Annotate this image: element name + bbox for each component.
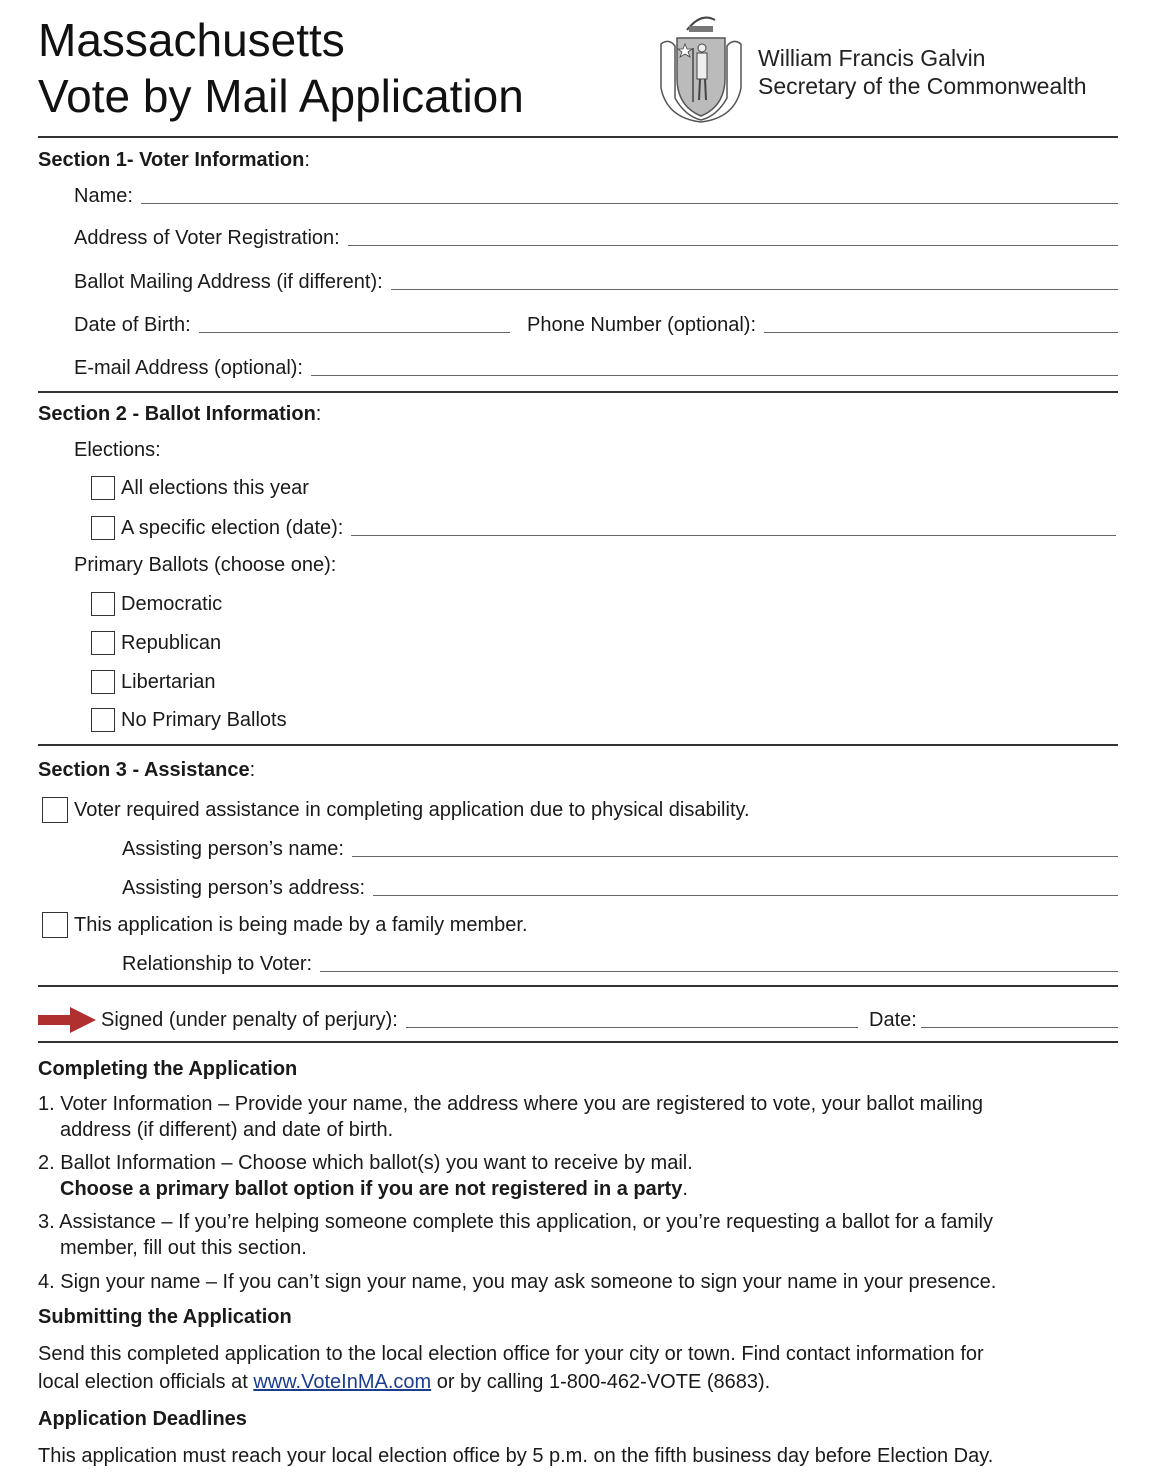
signature-date-label: Date: xyxy=(869,1009,917,1031)
no-primary-checkbox[interactable] xyxy=(91,708,115,732)
democratic-checkbox[interactable] xyxy=(91,592,115,616)
specific-election-date-line[interactable] xyxy=(351,535,1116,536)
deadline-text: This application must reach your local election office by 5 p.m. on the fifth business day before Election Day. xyxy=(38,1445,994,1467)
email-input-line[interactable] xyxy=(311,375,1118,376)
name-field[interactable] xyxy=(74,184,1118,208)
mailing-address-field[interactable] xyxy=(74,270,1118,294)
libertarian-option[interactable] xyxy=(91,670,1118,694)
relationship-label: Relationship to Voter: xyxy=(122,953,313,975)
instruction-3-cont: member, fill out this section. xyxy=(60,1237,307,1259)
signature-field[interactable] xyxy=(101,1008,858,1032)
republican-label: Republican xyxy=(121,632,222,654)
instruction-3: 3. Assistance – If you’re helping someone complete this application, or you’re requesting a ballot for a family xyxy=(38,1211,993,1233)
name-label: Name: xyxy=(74,185,133,207)
no-primary-label: No Primary Ballots xyxy=(121,709,287,731)
divider xyxy=(38,136,1118,138)
no-primary-option[interactable] xyxy=(91,708,1118,732)
form-title-line2: Vote by Mail Application xyxy=(38,70,524,122)
specific-election-option[interactable] xyxy=(91,516,1116,540)
libertarian-checkbox[interactable] xyxy=(91,670,115,694)
disability-assistance-checkbox[interactable] xyxy=(42,797,68,823)
democratic-option[interactable] xyxy=(91,592,1118,616)
assisting-name-label: Assisting person’s name: xyxy=(122,838,344,860)
democratic-label: Democratic xyxy=(121,593,223,615)
submitting-heading: Submitting the Application xyxy=(38,1306,292,1328)
assisting-name-field[interactable] xyxy=(122,837,1118,861)
section1-heading: Section 1- Voter Information: xyxy=(38,149,310,171)
divider xyxy=(38,391,1118,393)
assisting-address-label: Assisting person’s address: xyxy=(122,877,366,899)
relationship-field[interactable] xyxy=(122,952,1118,976)
signature-date-field[interactable] xyxy=(869,1008,1118,1032)
submitting-text-cont: local election officials at www.VoteInMA.com or by calling 1-800-462-VOTE (8683). xyxy=(38,1371,771,1393)
instruction-2: 2. Ballot Information – Choose which ballot(s) you want to receive by mail. xyxy=(38,1152,693,1174)
instruction-1-cont: address (if different) and date of birth. xyxy=(60,1119,394,1141)
registration-address-input-line[interactable] xyxy=(348,245,1118,246)
deadlines-heading: Application Deadlines xyxy=(38,1408,247,1430)
libertarian-label: Libertarian xyxy=(121,671,216,693)
family-member-checkbox[interactable] xyxy=(42,912,68,938)
primary-ballots-label: Primary Ballots (choose one): xyxy=(74,554,337,576)
signature-label: Signed (under penalty of perjury): xyxy=(101,1009,398,1031)
republican-checkbox[interactable] xyxy=(91,631,115,655)
relationship-input-line[interactable] xyxy=(320,971,1118,972)
disability-assistance-option[interactable] xyxy=(42,798,1118,822)
divider xyxy=(38,985,1118,987)
dob-label: Date of Birth: xyxy=(74,314,191,336)
divider xyxy=(38,744,1118,746)
signature-date-input-line[interactable] xyxy=(921,1027,1118,1028)
red-arrow-icon xyxy=(38,1007,98,1033)
official-title: Secretary of the Commonwealth xyxy=(758,73,1087,99)
voteinma-link[interactable]: www.VoteInMA.com xyxy=(253,1371,432,1393)
massachusetts-seal-icon xyxy=(655,8,747,124)
divider xyxy=(38,1041,1118,1043)
republican-option[interactable] xyxy=(91,631,1118,655)
instruction-2-bold: Choose a primary ballot option if you are not registered in a party. xyxy=(60,1178,688,1200)
completing-heading: Completing the Application xyxy=(38,1058,298,1080)
assisting-address-field[interactable] xyxy=(122,876,1118,900)
specific-election-label: A specific election (date): xyxy=(121,517,344,539)
registration-address-label: Address of Voter Registration: xyxy=(74,227,340,249)
assisting-address-input-line[interactable] xyxy=(373,895,1118,896)
disability-assistance-label: Voter required assistance in completing application due to physical disability. xyxy=(74,799,750,821)
family-member-option[interactable] xyxy=(42,913,1118,937)
phone-input-line[interactable] xyxy=(764,332,1118,333)
instruction-1: 1. Voter Information – Provide your name, the address where you are registered to vote, your ballot mailing xyxy=(38,1093,983,1115)
dob-input-line[interactable] xyxy=(199,332,510,333)
phone-field[interactable] xyxy=(527,313,1118,337)
submitting-text: Send this completed application to the local election office for your city or town. Find contact information for xyxy=(38,1343,984,1365)
dob-field[interactable] xyxy=(74,313,510,337)
phone-label: Phone Number (optional): xyxy=(527,314,757,336)
instruction-4: 4. Sign your name – If you can’t sign your name, you may ask someone to sign your name in your presence. xyxy=(38,1271,997,1293)
email-field[interactable] xyxy=(74,356,1118,380)
registration-address-field[interactable] xyxy=(74,226,1118,250)
signature-input-line[interactable] xyxy=(406,1027,858,1028)
assisting-name-input-line[interactable] xyxy=(352,856,1118,857)
mailing-address-input-line[interactable] xyxy=(391,289,1118,290)
section2-heading: Section 2 - Ballot Information: xyxy=(38,403,322,425)
mailing-address-label: Ballot Mailing Address (if different): xyxy=(74,271,383,293)
name-input-line[interactable] xyxy=(141,203,1118,204)
section3-heading: Section 3 - Assistance: xyxy=(38,759,256,781)
specific-election-checkbox[interactable] xyxy=(91,516,115,540)
official-name: William Francis Galvin xyxy=(758,45,986,71)
form-title-line1: Massachusetts xyxy=(38,14,345,66)
email-label: E-mail Address (optional): xyxy=(74,357,303,379)
elections-label: Elections: xyxy=(74,439,161,461)
all-elections-checkbox[interactable] xyxy=(91,476,115,500)
family-member-label: This application is being made by a family member. xyxy=(74,914,528,936)
all-elections-option[interactable] xyxy=(91,476,1118,500)
all-elections-label: All elections this year xyxy=(121,477,309,499)
